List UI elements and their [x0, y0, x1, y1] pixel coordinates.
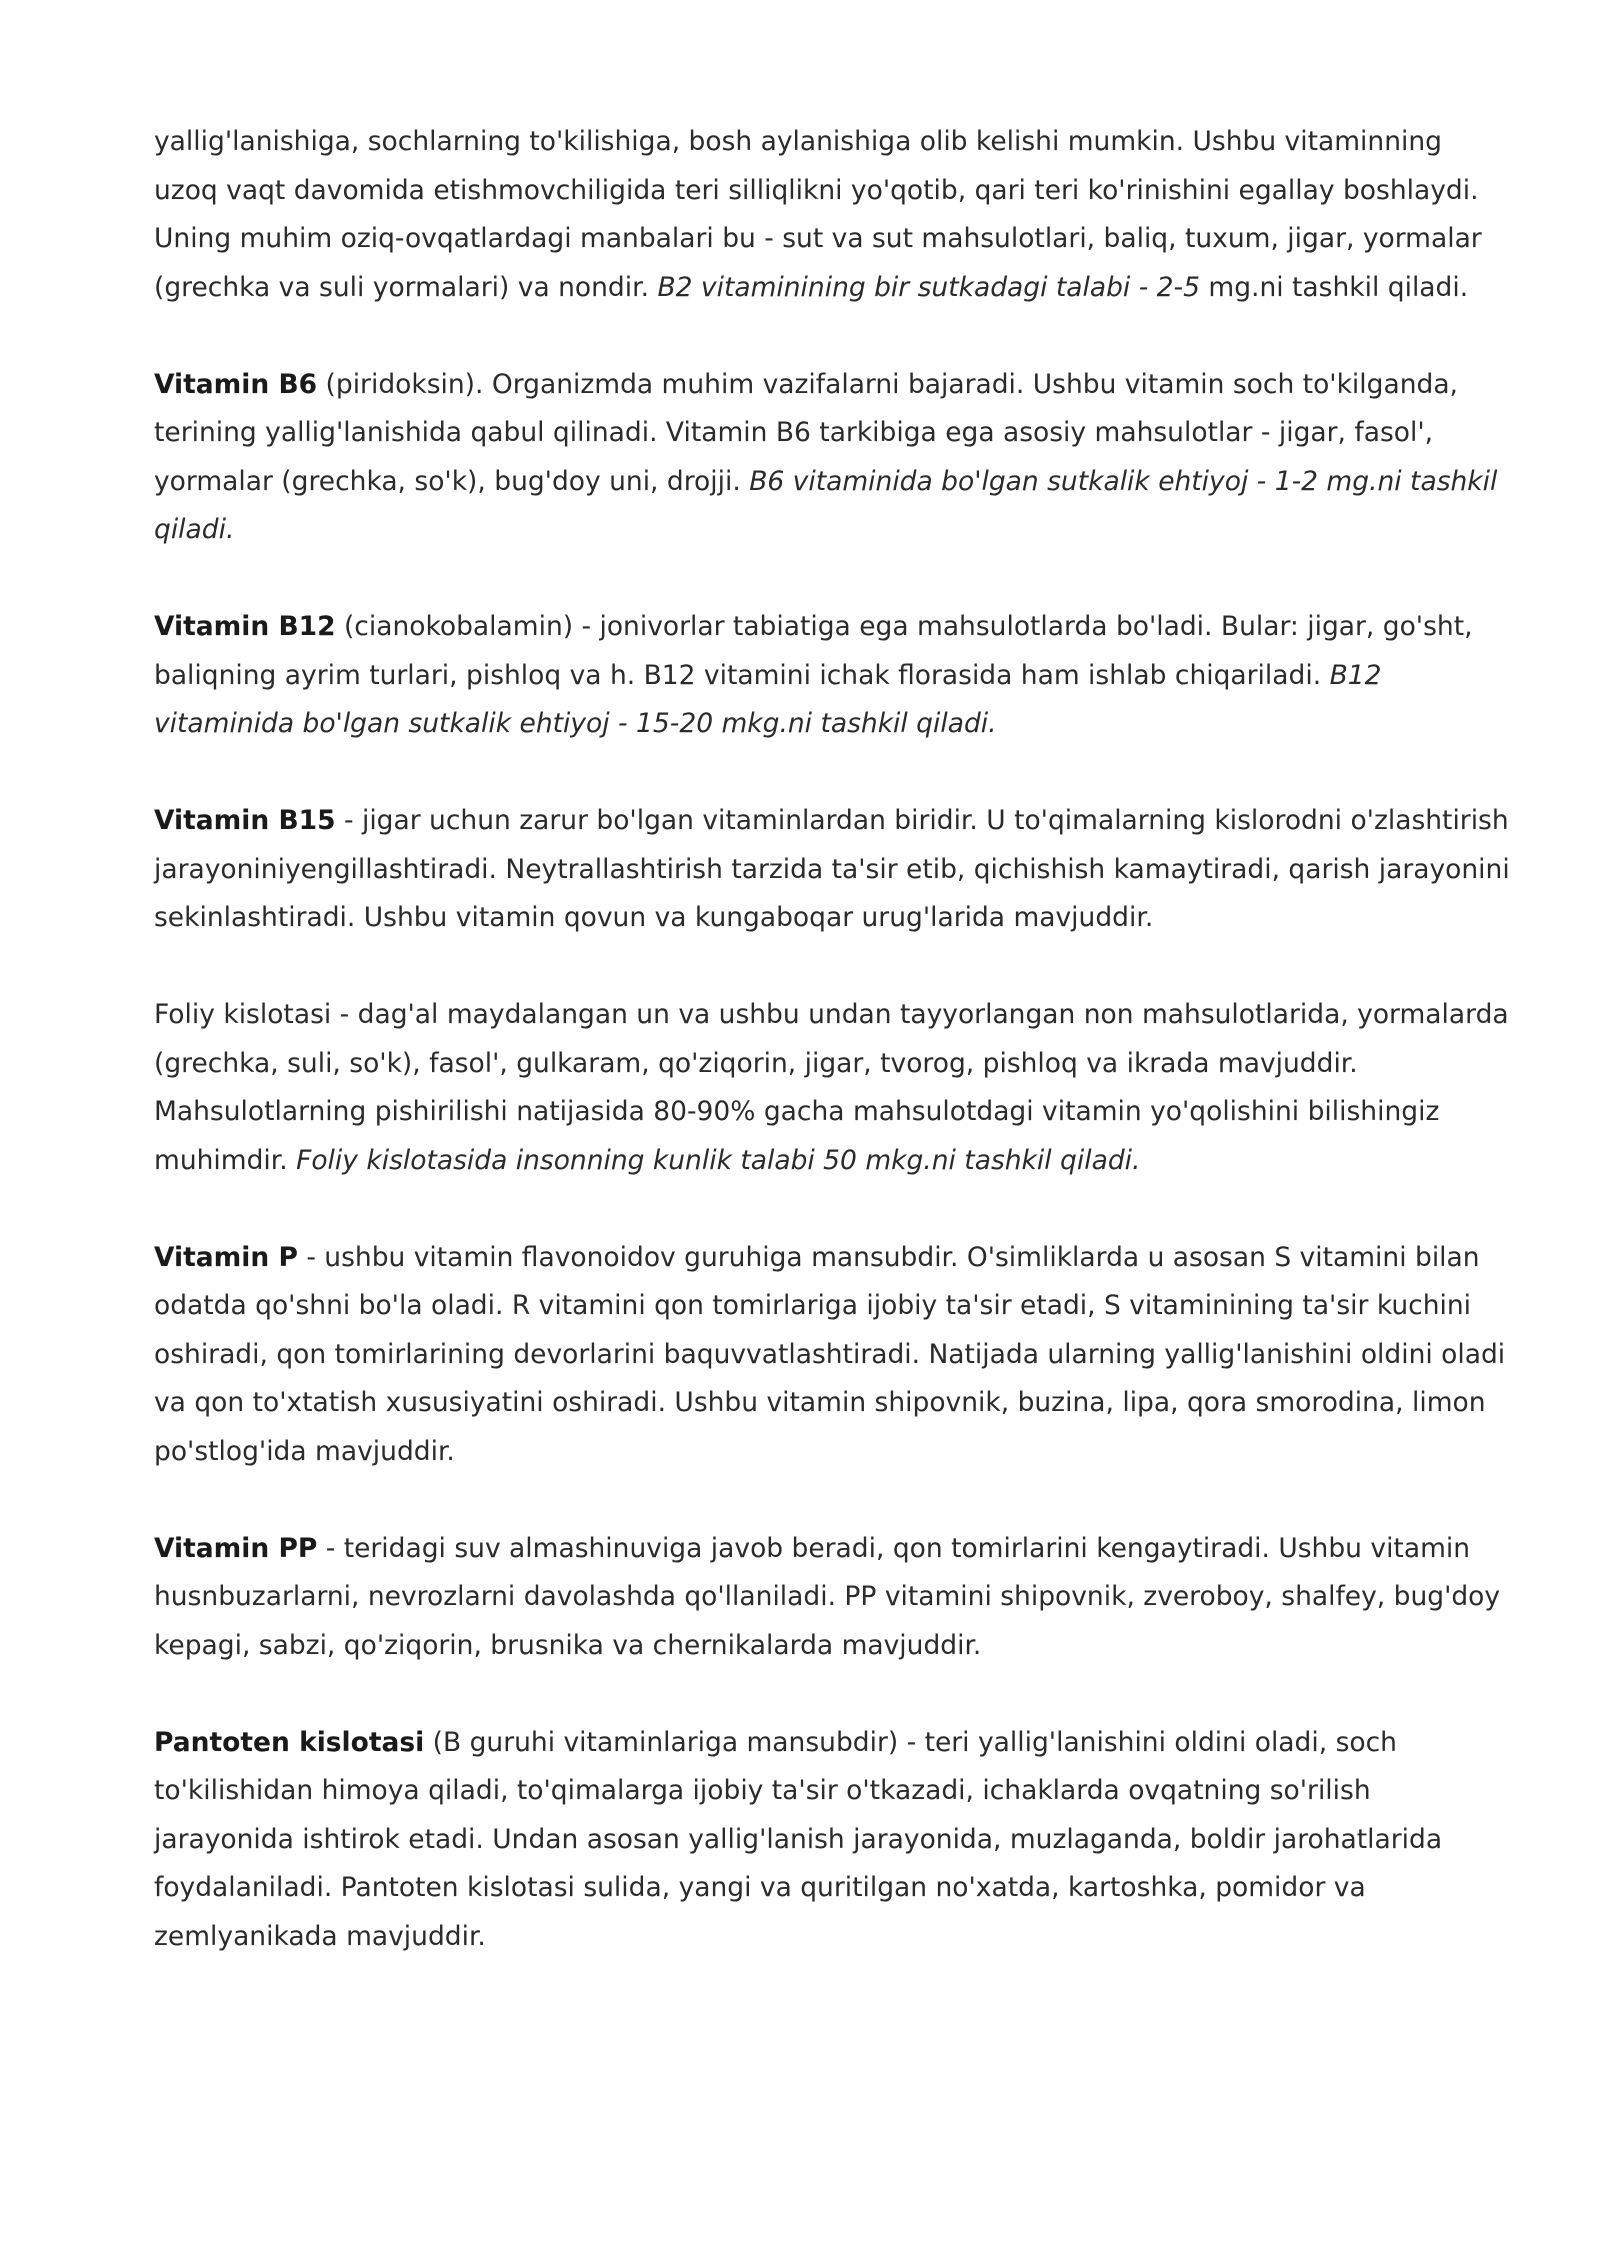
text-segment: mg.ni tashkil qiladi. — [1199, 271, 1469, 303]
paragraph-vitamin-pp — [154, 1525, 1514, 1671]
text-segment: - ushbu vitamin flavonoidov guruhiga mansubdir. O'simliklarda u asosan S vitamini bilan odatda qo'shni bo'la oladi. R vitamini qon tomirlariga ijobiy ta'sir etadi, S vitaminining ta'sir kuchini oshiradi, qon tomirlarining devorlarini baquvvatlashtiradi. Natijada ularning yallig'lanishini oldini oladi va qon to'xtatish xususiyatini oshiradi. Ushbu vitamin shipovnik, buzina, lipa, qora smorodina, limon po'stlog'ida mavjuddir. — [154, 1241, 1506, 1467]
text-segment: yallig'lanishiga, sochlarning to'kilishiga, bosh aylanishiga olib kelishi mumkin. Ushbu vitaminning uzoq vaqt davomida etishmovchiligida teri silliqlikni yo'qotib, qari teri ko'rinishini egallay boshlaydi. Uning muhim oziq-ovqatlardagi manbalari bu - sut va sut mahsulotlari, baliq, tuxum, jigar, yormalar (grechka va suli yormalari) va nondir. — [154, 126, 1482, 303]
document-body — [154, 118, 1514, 2010]
term-heading: Vitamin B6 — [154, 368, 318, 400]
italic-note: B6 vitaminida bo'lgan sutkalik ehtiyoj - 1-2 mg.ni tashkil qiladi. — [154, 465, 1498, 545]
text-segment: Foliy kislotasi - dag'al maydalangan un va ushbu undan tayyorlangan non mahsulotlarida, yormalarda (grechka, suli, so'k), fasol', gulkaram, qo'ziqorin, jigar, tvorog, pishloq va ikrada mavjuddir. Mahsulotlarning pishirilishi natijasida 80-90% gacha mahsulotdagi vitamin yo'qolishini bilishingiz muhimdir. — [154, 999, 1509, 1176]
term-heading: Pantoten kislotasi — [154, 1726, 425, 1758]
paragraph-foliy-kislotasi — [154, 991, 1514, 1185]
paragraph-b2-continuation — [154, 118, 1514, 312]
paragraph-vitamin-b6 — [154, 361, 1514, 555]
text-segment: (piridoksin). Organizmda muhim vazifalarni bajaradi. Ushbu vitamin soch to'kilganda, terining yallig'lanishida qabul qilinadi. Vitamin B6 tarkibiga ega asosiy mahsulotlar - jigar, fasol', yormalar (grechka, so'k), bug'doy uni, drojji. — [154, 368, 1458, 497]
term-heading: Vitamin PP — [154, 1532, 318, 1564]
italic-note: B12 vitaminida bo'lgan sutkalik ehtiyoj - 15-20 mkg.ni tashkil qiladi. — [154, 659, 1382, 739]
text-segment: (cianokobalamin) - jonivorlar tabiatiga ega mahsulotlarda bo'ladi. Bular: jigar, go'sht, baliqning ayrim turlari, pishloq va h. B12 vitamini ichak florasida ham ishlab chiqariladi. — [154, 611, 1473, 691]
term-heading: Vitamin B15 — [154, 805, 336, 836]
term-heading: Vitamin P — [154, 1241, 298, 1273]
paragraph-vitamin-b12 — [154, 603, 1514, 749]
term-heading: Vitamin B12 — [154, 611, 336, 642]
text-segment: - teridagi suv almashinuviga javob beradi, qon tomirlarini kengaytiradi. Ushbu vitamin husnbuzarlarni, nevrozlarni davolashda qo'llaniladi. PP vitamini shipovnik, zveroboy, shalfey, bug'doy kepagi, sabzi, qo'ziqorin, brusnika va chernikalarda mavjuddir. — [154, 1532, 1501, 1661]
italic-note: Foliy kislotasida insonning kunlik talabi 50 mkg.ni tashkil qiladi. — [296, 1144, 1141, 1176]
italic-note: B2 vitaminining bir sutkadagi talabi - 2-5 — [657, 271, 1200, 303]
paragraph-pantoten-kislotasi — [154, 1719, 1514, 1962]
paragraph-vitamin-p — [154, 1234, 1514, 1477]
paragraph-vitamin-b15 — [154, 797, 1514, 943]
text-segment: - jigar uchun zarur bo'lgan vitaminlardan biridir. U to'qimalarning kislorodni o'zlashtirish jarayoniniyengillashtiradi. Neytrallashtirish tarzida ta'sir etib, qichishish kamaytiradi, qarish jarayonini sekinlashtiradi. Ushbu vitamin qovun va kungaboqar urug'larida mavjuddir. — [154, 805, 1510, 933]
text-segment: (B guruhi vitaminlariga mansubdir) - teri yallig'lanishini oldini oladi, soch to'kilishidan himoya qiladi, to'qimalarga ijobiy ta'sir o'tkazadi, ichaklarda ovqatning so'rilish jarayonida ishtirok etadi. Undan asosan yallig'lanish jarayonida, muzlaganda, boldir jarohatlarida foydalaniladi. Pantoten kislotasi sulida, yangi va quritilgan no'xatda, kartoshka, pomidor va zemlyanikada mavjuddir. — [154, 1726, 1443, 1952]
